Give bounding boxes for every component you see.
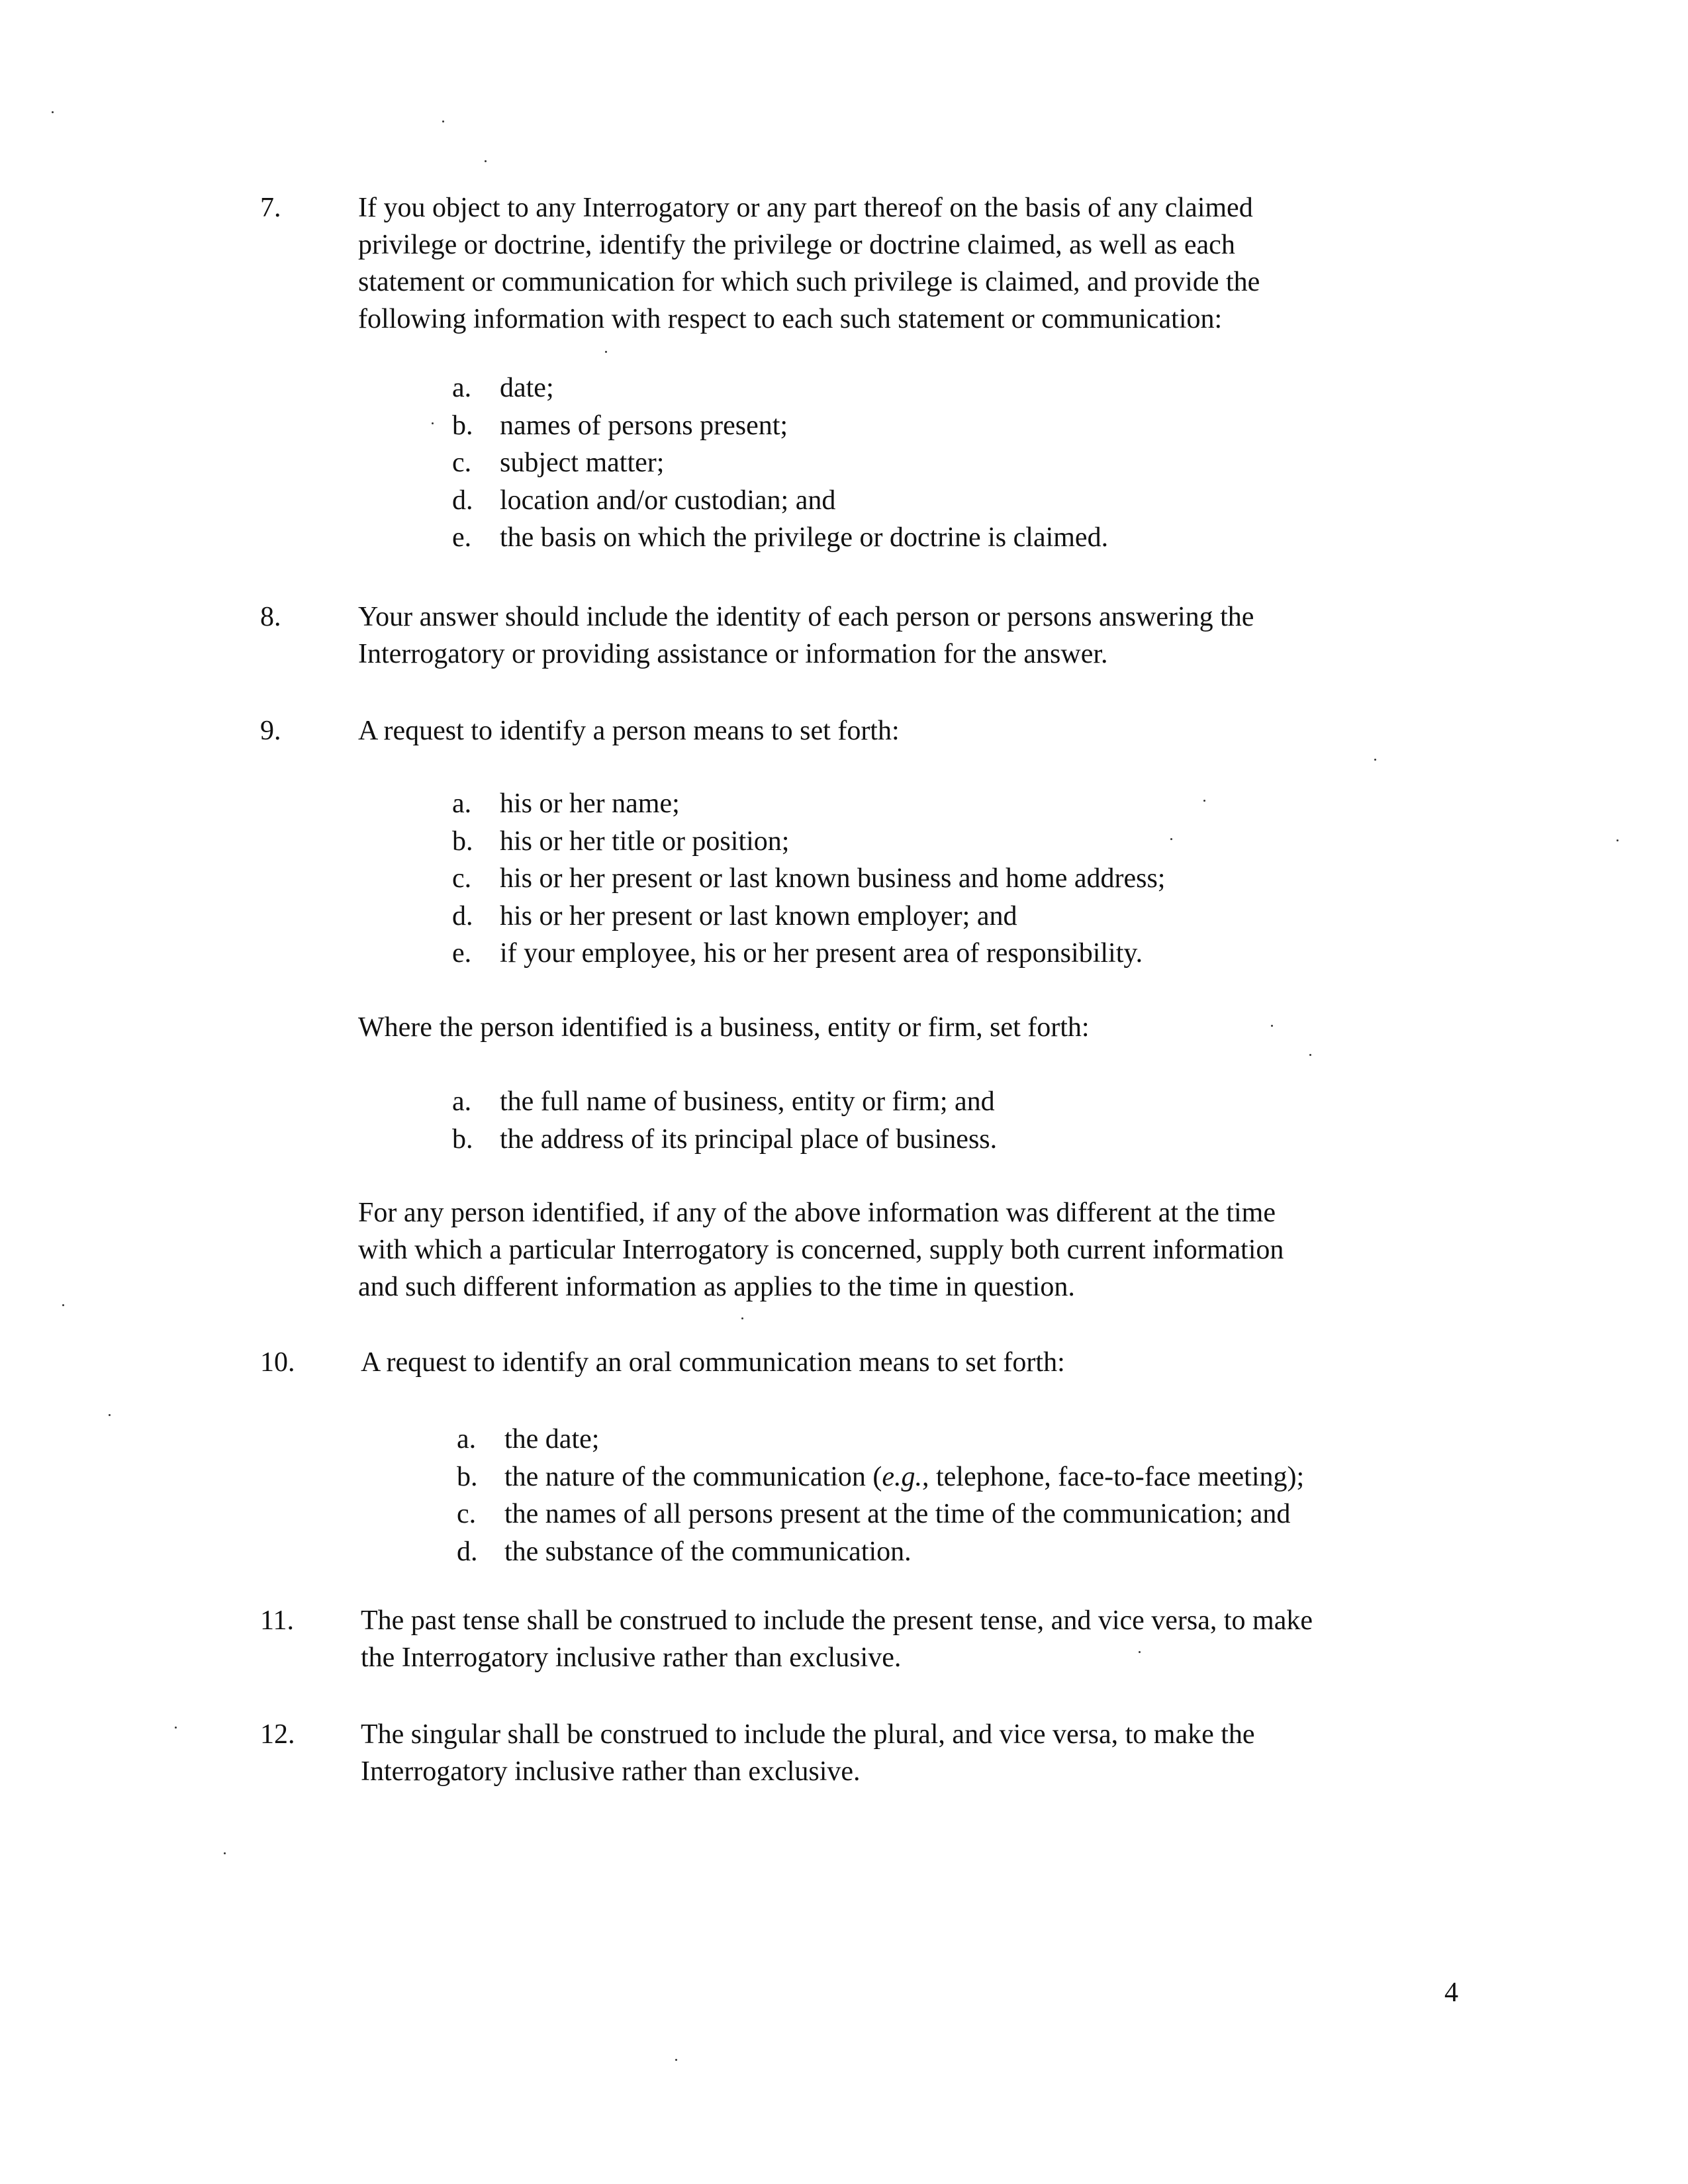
scan-speck [432, 422, 434, 424]
scan-speck [442, 120, 444, 122]
paragraph-line: The past tense shall be construed to include the present tense, and vice versa, to make [361, 1605, 1313, 1636]
scan-speck [485, 160, 487, 162]
list-text: subject matter; [500, 448, 665, 478]
paragraph-line: statement or communication for which such privilege is claimed, and provide the [358, 267, 1260, 297]
scan-speck [605, 351, 607, 353]
list-letter: c. [452, 448, 472, 478]
paragraph-line: The singular shall be construed to include the plural, and vice versa, to make the [361, 1719, 1255, 1750]
list-item [452, 898, 1445, 935]
scan-speck [62, 1304, 64, 1306]
list-text: the basis on which the privilege or doctrine is claimed. [500, 522, 1109, 553]
list-text: date; [500, 373, 554, 403]
scan-speck [1309, 1054, 1311, 1056]
list-text: his or her title or position; [500, 826, 790, 857]
paragraph-number: 7. [260, 193, 281, 223]
paragraph-line: Your answer should include the identity of each person or persons answering the [358, 602, 1254, 632]
scan-speck [1271, 1025, 1273, 1027]
list-text-part: , telephone, face-to-face meeting); [921, 1461, 1305, 1492]
list-letter: a. [452, 373, 472, 403]
list-letter: d. [452, 900, 473, 931]
list-letter: a. [452, 1086, 472, 1117]
scan-speck [175, 1727, 177, 1729]
paragraph-line: Interrogatory or providing assistance or information for the answer. [358, 639, 1108, 669]
list-letter: a. [452, 788, 472, 819]
list-letter: c. [452, 863, 472, 894]
list-letter: e. [452, 938, 472, 969]
list-text: names of persons present; [500, 410, 788, 441]
scan-speck [52, 111, 54, 113]
paragraph-line: For any person identified, if any of the above information was different at the time [358, 1198, 1276, 1228]
list-letter: c. [457, 1499, 477, 1529]
list-letter: d. [457, 1536, 478, 1567]
paragraph-number: 11. [260, 1605, 294, 1636]
scan-speck [224, 1852, 226, 1854]
list-item [452, 482, 1445, 520]
scan-speck [1203, 800, 1205, 802]
scan-speck [109, 1414, 111, 1416]
scan-speck [1139, 1651, 1141, 1653]
list-item [452, 823, 1445, 861]
paragraph-number: 12. [260, 1719, 295, 1750]
paragraph-line: A request to identify an oral communication means to set forth: [361, 1347, 1065, 1378]
list-text [504, 1458, 1304, 1496]
list-item [457, 1458, 1463, 1496]
list-letter: b. [452, 826, 473, 857]
paragraph-line: following information with respect to each such statement or communication: [358, 304, 1223, 334]
list-letter: d. [452, 485, 473, 516]
list-item [452, 785, 1445, 823]
scan-speck [1374, 759, 1376, 761]
list-item [457, 1533, 1463, 1571]
list-text: his or her present or last known business and home address; [500, 863, 1166, 894]
list-item [452, 1121, 1445, 1159]
list-text: the names of all persons present at the time of the communication; and [504, 1499, 1291, 1529]
closing-paragraph [358, 1194, 1462, 1306]
paragraph-line: and such different information as applies to the time in question. [358, 1272, 1075, 1302]
list-text-part: the nature of the communication ( [504, 1461, 882, 1492]
list-item [452, 860, 1445, 898]
paragraph-line: with which a particular Interrogatory is concerned, supply both current information [358, 1235, 1284, 1265]
list-item [452, 519, 1445, 557]
scan-speck [741, 1317, 743, 1319]
paragraph-number: 9. [260, 716, 281, 746]
list-text: his or her present or last known employer; and [500, 900, 1017, 931]
business-intro [358, 1009, 1483, 1046]
list-letter: a. [457, 1424, 477, 1454]
list-item [452, 1083, 1445, 1121]
list-item [452, 369, 1445, 407]
paragraph-line: If you object to any Interrogatory or any part thereof on the basis of any claimed [358, 193, 1253, 223]
list-text-emphasis: e.g. [882, 1461, 922, 1492]
scan-speck [1617, 839, 1618, 841]
list-item [452, 444, 1445, 482]
paragraph-7-subitems [452, 369, 1445, 557]
paragraph-line: privilege or doctrine, identify the privilege or doctrine claimed, as well as each [358, 230, 1235, 260]
list-item [452, 935, 1445, 973]
paragraph-line: A request to identify a person means to set forth: [358, 716, 900, 746]
business-subitems [452, 1083, 1445, 1158]
list-text: the substance of the communication. [504, 1536, 912, 1567]
list-text: the address of its principal place of business. [500, 1123, 998, 1155]
paragraph-number: 8. [260, 602, 281, 632]
list-text: his or her name; [500, 788, 680, 819]
paragraph-number: 10. [260, 1347, 295, 1378]
list-letter: b. [452, 1123, 473, 1155]
paragraph-9-subitems [452, 785, 1445, 973]
list-letter: b. [457, 1461, 478, 1492]
list-letter: b. [452, 410, 473, 441]
list-text: if your employee, his or her present area of responsibility. [500, 938, 1143, 969]
paragraph-10-subitems [457, 1421, 1463, 1570]
scan-speck [675, 2059, 677, 2061]
list-text: the full name of business, entity or firm; and [500, 1086, 995, 1117]
page-number: 4 [1444, 1977, 1458, 2008]
paragraph-line: Interrogatory inclusive rather than exclusive. [361, 1756, 861, 1787]
list-letter: e. [452, 522, 472, 553]
list-item [457, 1496, 1463, 1533]
scan-speck [1170, 838, 1172, 840]
paragraph-line: the Interrogatory inclusive rather than exclusive. [361, 1642, 902, 1673]
paragraph-line: Where the person identified is a business, entity or firm, set forth: [358, 1012, 1090, 1043]
list-text: the date; [504, 1424, 600, 1454]
list-text: location and/or custodian; and [500, 485, 836, 516]
list-item [457, 1421, 1463, 1458]
list-item [452, 407, 1445, 445]
